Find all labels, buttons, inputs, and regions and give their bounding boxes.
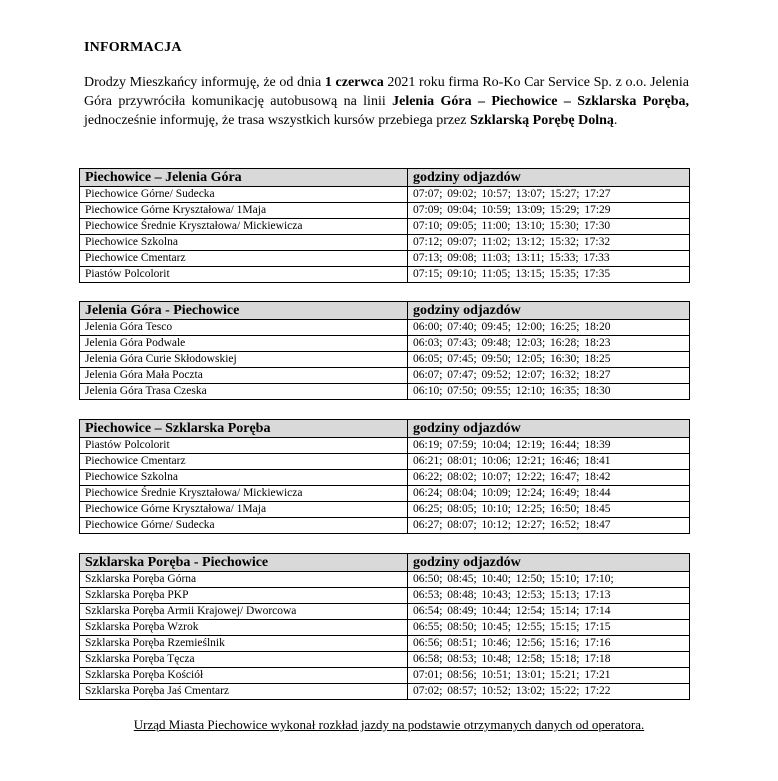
stop-name: Piechowice Średnie Kryształowa/ Mickiewicza [80,486,408,502]
intro-stop: Szklarską Porębę Dolną [470,112,614,128]
table-row [80,604,690,620]
timetable-header-row [80,302,690,320]
times-header: godziny odjazdów [408,420,690,438]
timetable-header-row [80,169,690,187]
table-row [80,187,690,203]
intro-text-2: 2021 roku firma Ro-Ko Car Service Sp. z o.o. Jelenia Góra przywróciła komunikację autobusową na linii [84,75,689,109]
departure-times: 06:50; 08:45; 10:40; 12:50; 15:10; 17:10; [408,572,690,588]
table-row [80,251,690,267]
table-row [80,518,690,534]
departure-times: 07:13; 09:08; 11:03; 13:11; 15:33; 17:33 [408,251,690,267]
timetable-header-row [80,420,690,438]
timetable-jelenia-gora-piechowice [79,301,690,400]
departure-times: 07:02; 08:57; 10:52; 13:02; 15:22; 17:22 [408,684,690,700]
table-row [80,636,690,652]
stop-name: Jelenia Góra Curie Skłodowskiej [80,352,408,368]
stop-name: Piechowice Cmentarz [80,454,408,470]
timetable-piechowice-jelenia-gora [79,168,690,283]
table-row [80,384,690,400]
intro-text-1: Drodzy Mieszkańcy informuję, że od dnia [84,75,325,90]
departure-times: 07:09; 09:04; 10:59; 13:09; 15:29; 17:29 [408,203,690,219]
intro-text-4: . [613,112,618,128]
table-row [80,652,690,668]
table-row [80,572,690,588]
table-row [80,267,690,283]
stop-name: Piastów Polcolorit [80,438,408,454]
table-row [80,486,690,502]
intro-text-3: jednocześnie informuję, że trasa wszystkich kursów przebiega przez [84,112,471,128]
table-row [80,502,690,518]
timetable-title: Szklarska Poręba - Piechowice [80,554,408,572]
table-row [80,620,690,636]
departure-times: 06:05; 07:45; 09:50; 12:05; 16:30; 18:25 [408,352,690,368]
stop-name: Piechowice Górne Kryształowa/ 1Maja [80,203,408,219]
stop-name: Piechowice Szkolna [80,470,408,486]
departure-times: 06:21; 08:01; 10:06; 12:21; 16:46; 18:41 [408,454,690,470]
timetable-piechowice-szklarska-poreba [79,419,690,534]
times-header: godziny odjazdów [408,554,690,572]
departure-times: 07:01; 08:56; 10:51; 13:01; 15:21; 17:21 [408,668,690,684]
stop-name: Piechowice Cmentarz [80,251,408,267]
intro-route: Jelenia Góra – Piechowice – Szklarska Poręba, [392,93,689,109]
departure-times: 06:27; 08:07; 10:12; 12:27; 16:52; 18:47 [408,518,690,534]
departure-times: 06:24; 08:04; 10:09; 12:24; 16:49; 18:44 [408,486,690,502]
footer-note: Urząd Miasta Piechowice wykonał rozkład jazdy na podstawie otrzymanych danych od operatora. [133,717,645,732]
stop-name: Szklarska Poręba Armii Krajowej/ Dworcowa [80,604,408,620]
stop-name: Piechowice Szkolna [80,235,408,251]
timetable-title: Piechowice – Jelenia Góra [80,169,408,187]
departure-times: 07:07; 09:02; 10:57; 13:07; 15:27; 17:27 [408,187,690,203]
stop-name: Jelenia Góra Podwale [80,336,408,352]
timetable-szklarska-poreba-piechowice [79,553,690,700]
table-row [80,438,690,454]
intro-date: 1 czerwca [324,75,384,90]
departure-times: 06:25; 08:05; 10:10; 12:25; 16:50; 18:45 [408,502,690,518]
stop-name: Jelenia Góra Trasa Czeska [80,384,408,400]
departure-times: 07:15; 09:10; 11:05; 13:15; 15:35; 17:35 [408,267,690,283]
stop-name: Piechowice Średnie Kryształowa/ Mickiewicza [80,219,408,235]
intro-paragraph [84,74,689,130]
table-row [80,320,690,336]
timetable-title: Jelenia Góra - Piechowice [80,302,408,320]
departure-times: 06:56; 08:51; 10:46; 12:56; 15:16; 17:16 [408,636,690,652]
table-row [80,219,690,235]
stop-name: Szklarska Poręba Tęcza [80,652,408,668]
table-row [80,668,690,684]
table-row [80,588,690,604]
table-row [80,235,690,251]
table-row [80,684,690,700]
departure-times: 06:55; 08:50; 10:45; 12:55; 15:15; 17:15 [408,620,690,636]
departure-times: 06:58; 08:53; 10:48; 12:58; 15:18; 17:18 [408,652,690,668]
timetable-header-row [80,554,690,572]
table-row [80,454,690,470]
table-row [80,203,690,219]
times-header: godziny odjazdów [408,169,690,187]
departure-times: 06:54; 08:49; 10:44; 12:54; 15:14; 17:14 [408,604,690,620]
table-row [80,368,690,384]
stop-name: Piechowice Górne Kryształowa/ 1Maja [80,502,408,518]
departure-times: 07:12; 09:07; 11:02; 13:12; 15:32; 17:32 [408,235,690,251]
departure-times: 06:03; 07:43; 09:48; 12:03; 16:28; 18:23 [408,336,690,352]
table-row [80,352,690,368]
departure-times: 07:10; 09:05; 11:00; 13:10; 15:30; 17:30 [408,219,690,235]
departure-times: 06:19; 07:59; 10:04; 12:19; 16:44; 18:39 [408,438,690,454]
stop-name: Szklarska Poręba Jaś Cmentarz [80,684,408,700]
stop-name: Piastów Polcolorit [80,267,408,283]
stop-name: Szklarska Poręba Górna [80,572,408,588]
departure-times: 06:10; 07:50; 09:55; 12:10; 16:35; 18:30 [408,384,690,400]
stop-name: Piechowice Górne/ Sudecka [80,187,408,203]
stop-name: Jelenia Góra Tesco [80,320,408,336]
table-row [80,470,690,486]
departure-times: 06:22; 08:02; 10:07; 12:22; 16:47; 18:42 [408,470,690,486]
departure-times: 06:00; 07:40; 09:45; 12:00; 16:25; 18:20 [408,320,690,336]
stop-name: Szklarska Poręba Rzemieślnik [80,636,408,652]
stop-name: Szklarska Poręba PKP [80,588,408,604]
stop-name: Szklarska Poręba Wzrok [80,620,408,636]
timetable-title: Piechowice – Szklarska Poręba [80,420,408,438]
stop-name: Szklarska Poręba Kościół [80,668,408,684]
times-header: godziny odjazdów [408,302,690,320]
stop-name: Piechowice Górne/ Sudecka [80,518,408,534]
stop-name: Jelenia Góra Mała Poczta [80,368,408,384]
departure-times: 06:53; 08:48; 10:43; 12:53; 15:13; 17:13 [408,588,690,604]
document-heading: INFORMACJA [84,40,182,55]
departure-times: 06:07; 07:47; 09:52; 12:07; 16:32; 18:27 [408,368,690,384]
table-row [80,336,690,352]
